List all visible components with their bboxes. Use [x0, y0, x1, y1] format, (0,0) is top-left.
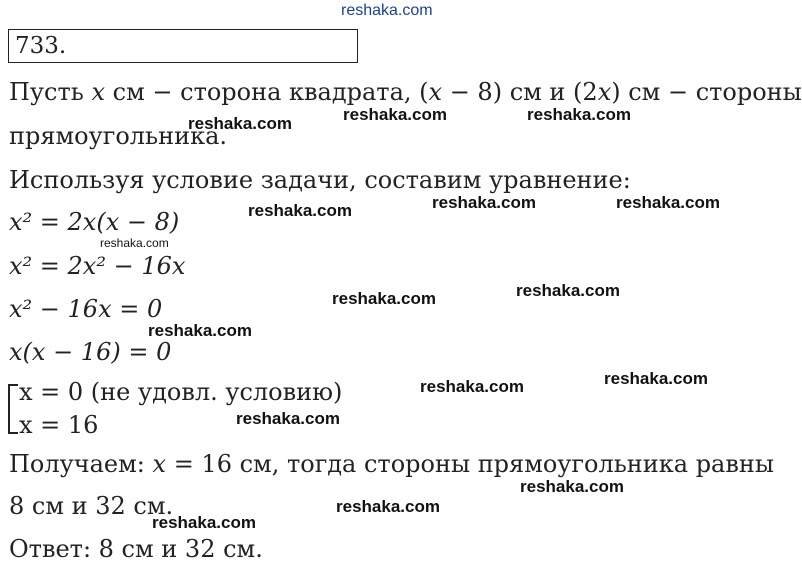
watermark: reshaka.com — [248, 201, 352, 220]
watermark: reshaka.com — [332, 289, 436, 308]
result-line-1 — [9, 450, 774, 478]
watermark: reshaka.com — [527, 105, 631, 124]
text-segment: см − сторона квадрата, ( — [105, 78, 429, 106]
text-segment: Получаем: — [9, 450, 153, 478]
watermark: reshaka.com — [236, 409, 340, 428]
watermark: reshaka.com — [152, 513, 256, 532]
watermark: reshaka.com — [432, 193, 536, 212]
problem-number-box — [8, 29, 358, 63]
watermark: reshaka.com — [616, 193, 720, 212]
statement-line-3: Используя условие задачи, составим уравнение: — [9, 166, 631, 194]
text-segment: ) см − стороны — [611, 78, 802, 106]
watermark: reshaka.com — [148, 321, 252, 340]
var-x: x — [597, 78, 612, 106]
watermark: reshaka.com — [420, 377, 524, 396]
var-x: x — [91, 78, 106, 106]
var-x: x — [152, 450, 167, 478]
text-segment: − 8) см и (2 — [442, 78, 598, 106]
watermark-top[interactable]: reshaka.com — [341, 2, 433, 19]
problem-number: 733. — [15, 33, 67, 59]
text-segment: Пусть — [9, 78, 92, 106]
watermark: reshaka.com — [188, 114, 292, 133]
system-line-2: x = 16 — [19, 411, 99, 439]
watermark: reshaka.com — [604, 369, 708, 388]
result-line-2: 8 см и 32 см. — [9, 492, 174, 520]
equation-1: x² = 2x(x − 8) — [9, 208, 180, 236]
watermark: reshaka.com — [336, 497, 440, 516]
text-segment: = 16 см, тогда стороны прямоугольника равны — [166, 450, 774, 478]
watermark: reshaka.com — [100, 236, 169, 250]
watermark: reshaka.com — [520, 477, 624, 496]
system-line-1: x = 0 (не удовл. условию) — [19, 378, 343, 406]
watermark: reshaka.com — [343, 105, 447, 124]
watermark: reshaka.com — [516, 281, 620, 300]
system-bracket — [8, 384, 18, 434]
statement-line-2: прямоугольника. — [9, 122, 228, 150]
equation-2: x² = 2x² − 16x — [9, 252, 186, 280]
equation-3: x² − 16x = 0 — [9, 295, 163, 323]
statement-line-1 — [9, 78, 802, 106]
var-x: x — [428, 78, 443, 106]
equation-4: x(x − 16) = 0 — [9, 338, 172, 366]
answer-line: Ответ: 8 см и 32 см. — [9, 535, 263, 563]
